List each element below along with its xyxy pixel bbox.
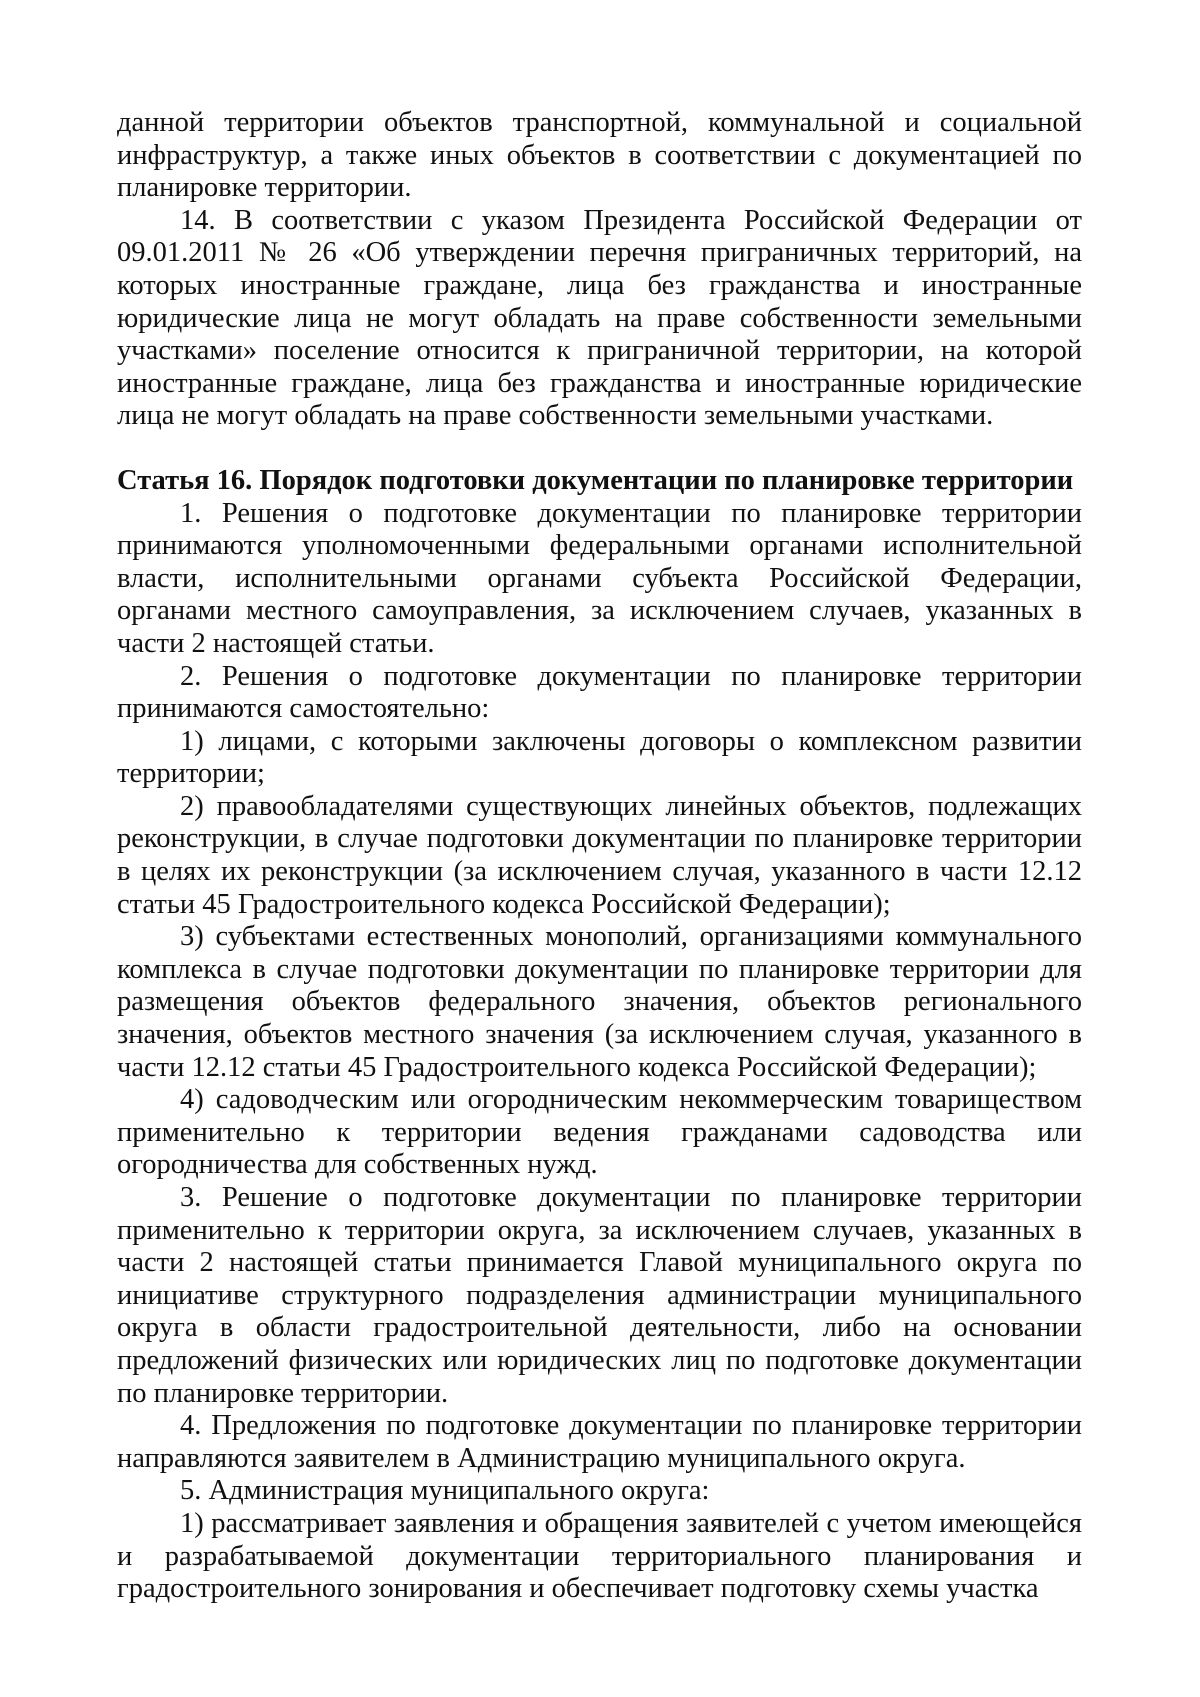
article-paragraph-2: 2. Решения о подготовке документации по планировке территории принимаются самостоятельно: [117,660,1082,725]
article-subitem-1: 1) лицами, с которыми заключены договоры о комплексном развитии территории; [117,725,1082,790]
paragraph-14: 14. В соответствии с указом Президента Российской Федерации от 09.01.2011 № 26 «Об утверждении перечня приграничных территорий, на которых иностранные граждане, лица без гражданства и иностранные юридические лица не могут обладать на праве собственности земельными участками» поселение относится к приграничной территории, на которой иностранные граждане, лица без гражданства и иностранные юридические лица не могут обладать на праве собственности земельными участками. [117,204,1082,432]
paragraph-continuation: данной территории объектов транспортной, коммунальной и социальной инфраструктур, а также иных объектов в соответствии с документацией по планировке территории. [117,107,1082,204]
document-page [117,107,1082,1606]
article-subitem-3: 3) субъектами естественных монополий, организациями коммунального комплекса в случае подготовки документации по планировке территории для размещения объектов федерального значения, объектов регионального значения, объектов местного значения (за исключением случая, указанного в части 12.12 статьи 45 Градостроительного кодекса Российской Федерации); [117,921,1082,1083]
article-paragraph-5-subitem-1: 1) рассматривает заявления и обращения заявителей с учетом имеющейся и разрабатываемой документации территориального планирования и градостроительного зонирования и обеспечивает подготовку схемы участка [117,1507,1082,1605]
article-paragraph-3: 3. Решение о подготовке документации по планировке территории применительно к территории округа, за исключением случаев, указанных в части 2 настоящей статьи принимается Главой муниципального округа по инициативе структурного подразделения администрации муниципального округа в области градостроительной деятельности, либо на основании предложений физических или юридических лиц по подготовке документации по планировке территории. [117,1182,1082,1409]
article-paragraph-4: 4. Предложения по подготовке документации по планировке территории направляются заявителем в Администрацию муниципального округа. [117,1410,1082,1474]
article-subitem-4: 4) садоводческим или огородническим некоммерческим товариществом применительно к территории ведения гражданами садоводства или огородничества для собственных нужд. [117,1084,1082,1181]
article-heading: Статья 16. Порядок подготовки документации по планировке территории [117,464,1074,496]
article-subitem-2: 2) правообладателями существующих линейных объектов, подлежащих реконструкции, в случае подготовки документации по планировке территории в целях их реконструкции (за исключением случая, указанного в части 12.12 статьи 45 Градостроительного кодекса Российской Федерации); [117,790,1082,920]
article-paragraph-5: 5. Администрация муниципального округа: [180,1475,710,1507]
article-paragraph-1: 1. Решения о подготовке документации по планировке территории принимаются уполномоченными федеральными органами исполнительной власти, исполнительными органами субъекта Российской Федерации, органами местного самоуправления, за исключением случаев, указанных в части 2 настоящей статьи. [117,497,1082,659]
